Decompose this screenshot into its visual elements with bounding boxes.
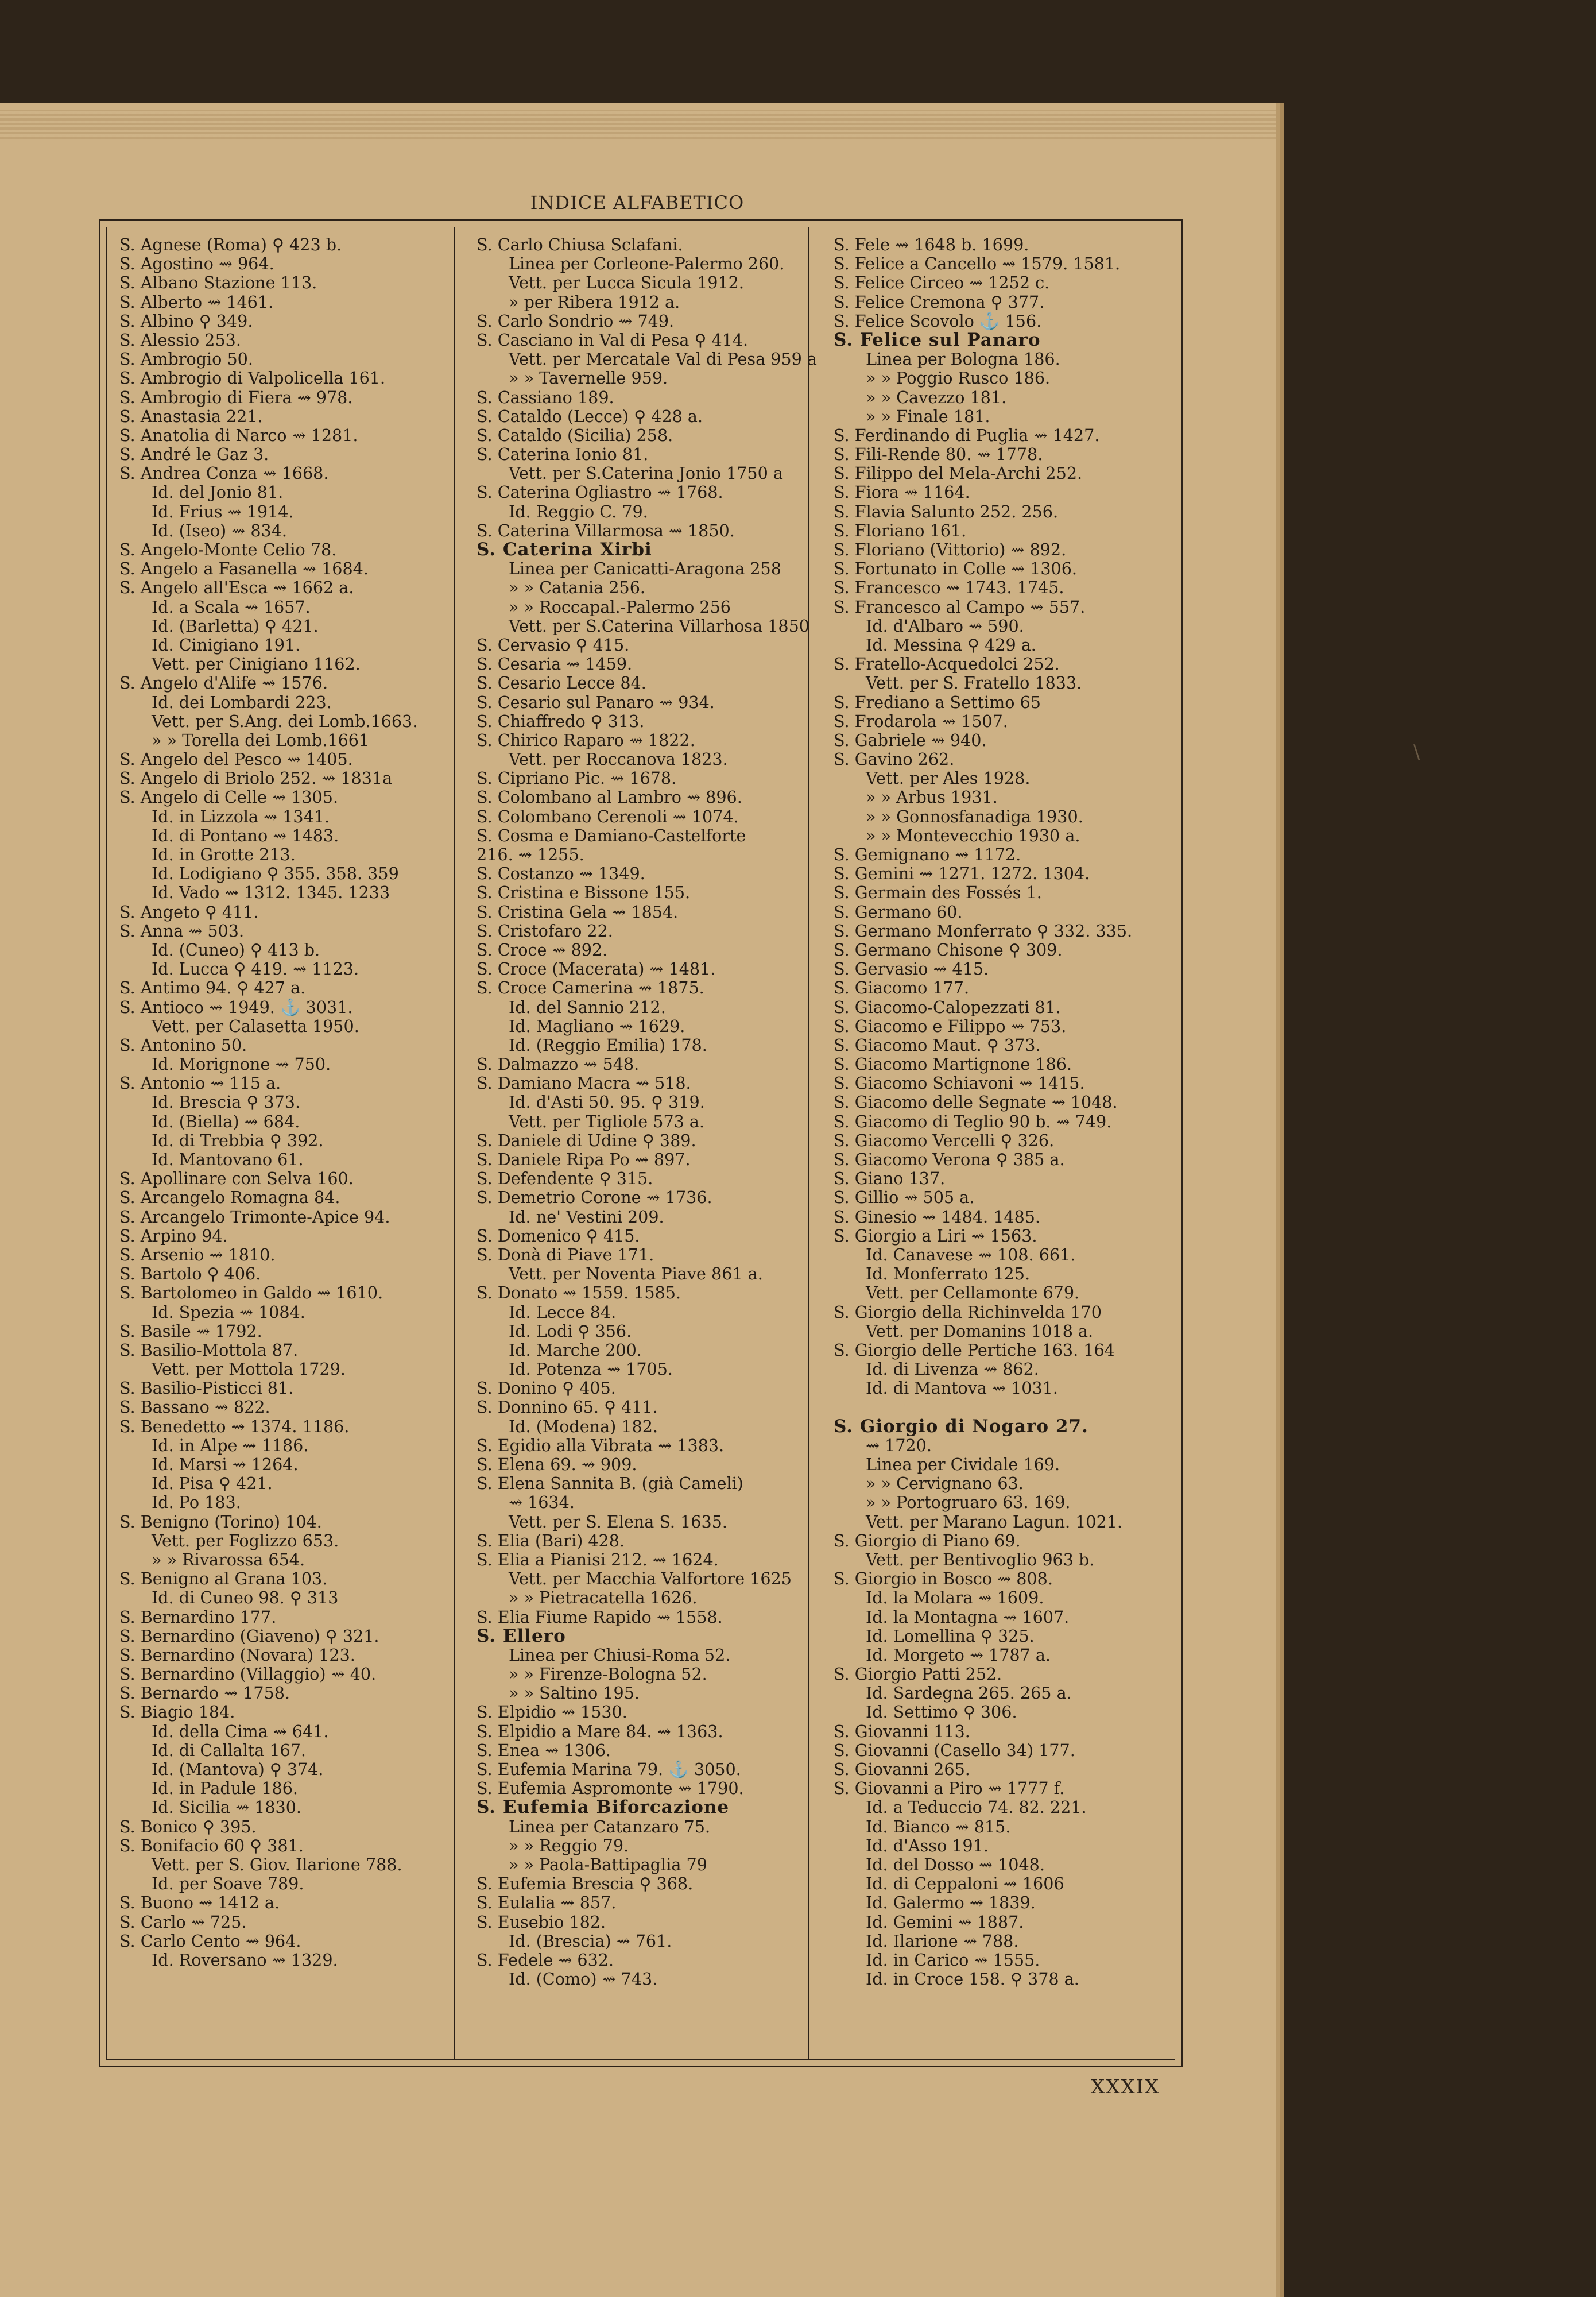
index-entry: Id. Marsi ⇝ 1264.: [152, 1455, 299, 1474]
index-entry: S. Francesco ⇝ 1743. 1745.: [834, 578, 1064, 598]
index-entry: S. Fele ⇝ 1648 b. 1699.: [834, 235, 1029, 254]
index-entry: S. Frediano a Settimo 65: [834, 693, 1041, 712]
index-entry: S. Giacomo Maut. ⚲ 373.: [834, 1035, 1041, 1055]
index-entry: S. Gervasio ⇝ 415.: [834, 960, 989, 979]
page-edge-shadow: [0, 110, 1276, 139]
index-entry: » » Torella dei Lomb.1661: [152, 730, 370, 750]
index-entry: Vett. per Ales 1928.: [866, 769, 1031, 788]
index-entry: S. Cristofaro 22.: [477, 921, 613, 941]
index-entry: S. Giacomo e Filippo ⇝ 753.: [834, 1016, 1067, 1036]
index-entry: Id. (Reggio Emilia) 178.: [509, 1035, 707, 1055]
index-entry: Id. d'Albaro ⇝ 590.: [866, 616, 1024, 636]
index-entry: Vett. per S.Caterina Jonio 1750 a: [509, 464, 783, 484]
index-entry: S. Angelo di Celle ⇝ 1305.: [119, 788, 339, 807]
index-entry: S. Benigno (Torino) 104.: [119, 1512, 322, 1532]
index-entry: S. Cipriano Pic. ⇝ 1678.: [477, 769, 677, 788]
index-entry: S. Cervasio ⚲ 415.: [477, 635, 630, 655]
index-entry: » » Montevecchio 1930 a.: [866, 826, 1080, 845]
index-entry: S. Alessio 253.: [119, 330, 241, 350]
index-entry: » » Reggio 79.: [509, 1836, 629, 1855]
index-entry: S. Giorgio a Liri ⇝ 1563.: [834, 1226, 1037, 1246]
index-entry: Id. la Montagna ⇝ 1607.: [866, 1607, 1070, 1627]
index-entry: S. Fiora ⇝ 1164.: [834, 483, 970, 502]
index-entry: S. Donà di Piave 171.: [477, 1245, 654, 1264]
index-entry: Id. (Biella) ⇝ 684.: [152, 1112, 300, 1131]
index-entry: S. Chiaffredo ⚲ 313.: [477, 711, 645, 731]
index-entry: S. Giovanni 113.: [834, 1722, 970, 1741]
index-entry: S. Felice Scovolo ⚓ 156.: [834, 311, 1042, 331]
index-entry: S. Bartolomeo in Galdo ⇝ 1610.: [119, 1283, 383, 1303]
index-entry: Id. del Jonio 81.: [152, 483, 284, 502]
index-entry: S. Floriano 161.: [834, 521, 967, 540]
index-entry: Vett. per Cellamonte 679.: [866, 1283, 1080, 1303]
index-entry: S. Basilio-Pisticci 81.: [119, 1379, 294, 1398]
page-running-head: INDICE ALFABETICO: [530, 192, 745, 214]
index-entry: Id. Lodi ⚲ 356.: [509, 1321, 632, 1341]
index-entry: S. Carlo Cento ⇝ 964.: [119, 1931, 301, 1951]
index-entry: S. Felice Cremona ⚲ 377.: [834, 292, 1045, 312]
index-entry: Id. Reggio C. 79.: [509, 502, 648, 521]
index-entry: S. Apollinare con Selva 160.: [119, 1169, 354, 1189]
index-entry: Id. Marche 200.: [509, 1340, 642, 1360]
index-entry: S. Elena Sannita B. (già Cameli): [477, 1474, 743, 1494]
index-entry: Id. (Modena) 182.: [509, 1417, 658, 1436]
index-entry: S. Donnino 65. ⚲ 411.: [477, 1398, 658, 1417]
index-entry: S. Giacomo Verona ⚲ 385 a.: [834, 1150, 1065, 1169]
index-entry: Id. (Iseo) ⇝ 834.: [152, 521, 287, 540]
index-entry: S. Antioco ⇝ 1949. ⚓ 3031.: [119, 997, 353, 1017]
index-entry: S. Carlo Chiusa Sclafani.: [477, 235, 683, 254]
index-entry: S. Antimo 94. ⚲ 427 a.: [119, 979, 306, 998]
index-entry: » » Finale 181.: [866, 407, 990, 426]
index-heading: S. Felice sul Panaro: [834, 330, 1041, 350]
index-entry: Id. Vado ⇝ 1312. 1345. 1233: [152, 883, 390, 903]
index-entry: S. Elena 69. ⇝ 909.: [477, 1455, 637, 1474]
index-entry: S. Angelo-Monte Celio 78.: [119, 540, 337, 559]
index-entry: S. Enea ⇝ 1306.: [477, 1741, 611, 1760]
stray-mark: \: [1413, 741, 1420, 764]
index-entry: Id. Bianco ⇝ 815.: [866, 1817, 1011, 1836]
index-entry: S. Donato ⇝ 1559. 1585.: [477, 1283, 681, 1303]
index-entry: S. Defendente ⚲ 315.: [477, 1169, 653, 1189]
index-entry: S. Giacomo Vercelli ⚲ 326.: [834, 1131, 1055, 1150]
index-entry: S. Eufemia Aspromonte ⇝ 1790.: [477, 1779, 744, 1799]
index-entry: S. Giorgio della Richinvelda 170: [834, 1302, 1102, 1322]
index-heading: S. Giorgio di Nogaro 27.: [834, 1417, 1088, 1436]
index-entry: S. Gavino 262.: [834, 750, 955, 769]
index-entry: S. Cosma e Damiano-Castelforte: [477, 826, 746, 845]
index-entry: Id. Pisa ⚲ 421.: [152, 1474, 273, 1494]
index-entry: Id. (Mantova) ⚲ 374.: [152, 1760, 324, 1779]
index-entry: S. Giacomo delle Segnate ⇝ 1048.: [834, 1093, 1118, 1112]
index-entry: S. Cesaria ⇝ 1459.: [477, 655, 633, 674]
index-entry: Id. della Cima ⇝ 641.: [152, 1722, 329, 1741]
index-entry: Id. in Padule 186.: [152, 1779, 298, 1799]
index-entry: S. Floriano (Vittorio) ⇝ 892.: [834, 540, 1067, 559]
index-entry: » » Cervignano 63.: [866, 1474, 1024, 1494]
index-entry: S. Fratello-Acquedolci 252.: [834, 655, 1060, 674]
index-entry: S. Giovanni a Piro ⇝ 1777 f.: [834, 1779, 1065, 1799]
index-entry: Vett. per S.Ang. dei Lomb.1663.: [152, 711, 418, 731]
index-entry: S. Antonino 50.: [119, 1035, 247, 1055]
index-entry: S. Donino ⚲ 405.: [477, 1379, 616, 1398]
index-entry: S. Giacomo 177.: [834, 979, 970, 998]
index-entry: S. Eusebio 182.: [477, 1912, 606, 1932]
index-entry: S. Cataldo (Sicilia) 258.: [477, 426, 673, 445]
index-entry: Linea per Chiusi-Roma 52.: [509, 1645, 731, 1665]
index-entry: Id. Cinigiano 191.: [152, 635, 301, 655]
index-entry: Vett. per S. Giov. Ilarione 788.: [152, 1855, 402, 1874]
index-entry: Id. d'Asso 191.: [866, 1836, 989, 1855]
index-heading: S. Eufemia Biforcazione: [477, 1798, 730, 1818]
index-entry: Vett. per S. Elena S. 1635.: [509, 1512, 727, 1532]
index-entry: Vett. per Roccanova 1823.: [509, 750, 728, 769]
index-entry: Vett. per S.Caterina Villarhosa 1850: [509, 616, 809, 636]
index-entry: » » Cavezzo 181.: [866, 388, 1007, 407]
index-entry: Linea per Bologna 186.: [866, 350, 1060, 369]
index-entry: S. Giovanni 265.: [834, 1760, 970, 1779]
index-entry: S. Ambrogio di Fiera ⇝ 978.: [119, 388, 353, 407]
index-entry: Id. Spezia ⇝ 1084.: [152, 1302, 305, 1322]
index-entry: » » Firenze-Bologna 52.: [509, 1665, 707, 1684]
index-entry: S. Angelo di Briolo 252. ⇝ 1831a: [119, 769, 393, 788]
index-entry: S. Carlo ⇝ 725.: [119, 1912, 247, 1932]
index-entry: S. Bonico ⚲ 395.: [119, 1817, 257, 1836]
index-entry: Id. la Molara ⇝ 1609.: [866, 1588, 1044, 1608]
index-heading: S. Ellero: [477, 1626, 566, 1646]
index-entry: 216. ⇝ 1255.: [477, 845, 584, 864]
index-entry: » » Paola-Battipaglia 79: [509, 1855, 707, 1874]
index-entry: S. Croce ⇝ 892.: [477, 940, 608, 960]
index-entry: S. Gemini ⇝ 1271. 1272. 1304.: [834, 864, 1090, 884]
index-entry: Vett. per S. Fratello 1833.: [866, 674, 1082, 693]
index-entry: S. Elpidio a Mare 84. ⇝ 1363.: [477, 1722, 723, 1741]
index-entry: S. Cassiano 189.: [477, 388, 614, 407]
index-entry: S. Casciano in Val di Pesa ⚲ 414.: [477, 330, 749, 350]
index-entry: S. Francesco al Campo ⇝ 557.: [834, 597, 1086, 617]
index-entry: Id. a Scala ⇝ 1657.: [152, 597, 311, 617]
index-column-3: [834, 235, 1132, 1989]
index-entry: S. Giacomo Schiavoni ⇝ 1415.: [834, 1074, 1085, 1093]
index-entry: Id. di Cuneo 98. ⚲ 313: [152, 1588, 339, 1608]
index-entry: S. Elpidio ⇝ 1530.: [477, 1703, 627, 1722]
index-column-1: [119, 235, 417, 1970]
index-entry: Vett. per Lucca Sicula 1912.: [509, 273, 744, 293]
index-entry: » » Roccapal.-Palermo 256: [509, 597, 731, 617]
index-entry: S. Daniele Ripa Po ⇝ 897.: [477, 1150, 691, 1169]
index-entry: Id. Monferrato 125.: [866, 1264, 1031, 1284]
index-entry: Id. Brescia ⚲ 373.: [152, 1093, 301, 1112]
index-entry: S. Caterina Villarmosa ⇝ 1850.: [477, 521, 735, 540]
index-entry: Id. per Soave 789.: [152, 1874, 304, 1894]
index-entry: Id. Lomellina ⚲ 325.: [866, 1626, 1035, 1646]
index-entry: Id. in Grotte 213.: [152, 845, 296, 864]
index-entry: S. Colombano al Lambro ⇝ 896.: [477, 788, 742, 807]
index-entry: S. Eufemia Brescia ⚲ 368.: [477, 1874, 694, 1894]
index-entry: S. Anastasia 221.: [119, 407, 263, 426]
index-entry: S. Croce (Macerata) ⇝ 1481.: [477, 960, 716, 979]
index-entry: S. Filippo del Mela-Archi 252.: [834, 464, 1083, 484]
index-entry: Id. Frius ⇝ 1914.: [152, 502, 294, 521]
index-entry: S. Gabriele ⇝ 940.: [834, 730, 987, 750]
index-entry: S. Buono ⇝ 1412 a.: [119, 1893, 280, 1913]
index-entry: S. Domenico ⚲ 415.: [477, 1226, 640, 1246]
index-entry: S. Cataldo (Lecce) ⚲ 428 a.: [477, 407, 703, 426]
index-entry: » » Poggio Rusco 186.: [866, 369, 1051, 388]
index-entry: Id. dei Lombardi 223.: [152, 693, 332, 712]
index-entry: S. Giovanni (Casello 34) 177.: [834, 1741, 1075, 1760]
index-entry: S. Antonio ⇝ 115 a.: [119, 1074, 281, 1093]
index-entry: S. Bernardo ⇝ 1758.: [119, 1684, 290, 1703]
index-entry: S. Bernardino 177.: [119, 1607, 277, 1627]
index-entry: Id. Potenza ⇝ 1705.: [509, 1360, 673, 1379]
index-entry: Id. di Mantova ⇝ 1031.: [866, 1379, 1058, 1398]
index-entry: S. Ambrogio 50.: [119, 350, 253, 369]
index-entry: S. Chirico Raparo ⇝ 1822.: [477, 730, 695, 750]
index-entry: Id. (Brescia) ⇝ 761.: [509, 1931, 672, 1951]
index-entry: Id. Lodigiano ⚲ 355. 358. 359: [152, 864, 399, 884]
index-entry: Id. Roversano ⇝ 1329.: [152, 1950, 338, 1970]
index-entry: S. Giano 137.: [834, 1169, 946, 1189]
index-entry: » » Portogruaro 63. 169.: [866, 1493, 1071, 1513]
index-entry: » » Pietracatella 1626.: [509, 1588, 698, 1608]
index-entry: Id. del Sannio 212.: [509, 997, 666, 1017]
index-entry: S. Albino ⚲ 349.: [119, 311, 253, 331]
index-entry: S. Fortunato in Colle ⇝ 1306.: [834, 559, 1078, 579]
index-entry: Id. Lucca ⚲ 419. ⇝ 1123.: [152, 960, 359, 979]
index-entry: Linea per Canicatti-Aragona 258: [509, 559, 781, 579]
index-entry: S. Elia (Bari) 428.: [477, 1531, 625, 1550]
index-entry: S. Cristina e Bissone 155.: [477, 883, 691, 903]
index-entry: Id. (Como) ⇝ 743.: [509, 1970, 658, 1989]
index-entry: Id. di Trebbia ⚲ 392.: [152, 1131, 324, 1150]
index-entry: S. Costanzo ⇝ 1349.: [477, 864, 645, 884]
index-entry: S. Germano Chisone ⚲ 309.: [834, 940, 1063, 960]
index-entry: Id. Sardegna 265. 265 a.: [866, 1684, 1072, 1703]
index-entry: Linea per Corleone-Palermo 260.: [509, 254, 785, 274]
index-entry: S. Bernardino (Villaggio) ⇝ 40.: [119, 1665, 377, 1684]
index-entry: S. Biagio 184.: [119, 1703, 235, 1722]
index-entry: Id. Sicilia ⇝ 1830.: [152, 1798, 302, 1818]
index-entry: S. Giacomo Martignone 186.: [834, 1055, 1072, 1074]
index-entry: Id. (Cuneo) ⚲ 413 b.: [152, 940, 320, 960]
index-entry: S. Giacomo-Calopezzati 81.: [834, 997, 1061, 1017]
index-entry: S. Angeto ⚲ 411.: [119, 902, 259, 922]
index-entry: S. Agostino ⇝ 964.: [119, 254, 274, 274]
index-entry: Id. d'Asti 50. 95. ⚲ 319.: [509, 1093, 705, 1112]
index-entry: S. Arcangelo Romagna 84.: [119, 1188, 340, 1208]
index-entry: » » Arbus 1931.: [866, 788, 998, 807]
index-entry: Linea per Cividale 169.: [866, 1455, 1060, 1474]
index-entry: S. Felice Circeo ⇝ 1252 c.: [834, 273, 1050, 293]
index-entry: S. Frodarola ⇝ 1507.: [834, 711, 1008, 731]
index-entry: Vett. per Macchia Valfortore 1625: [509, 1569, 792, 1589]
index-entry: Id. Ilarione ⇝ 788.: [866, 1931, 1019, 1951]
index-entry: Id. di Ceppaloni ⇝ 1606: [866, 1874, 1064, 1894]
index-entry: Vett. per Foglizzo 653.: [152, 1531, 339, 1550]
index-entry: Vett. per Cinigiano 1162.: [152, 655, 361, 674]
index-entry: Id. di Pontano ⇝ 1483.: [152, 826, 339, 845]
index-entry: Vett. per Bentivoglio 963 b.: [866, 1550, 1095, 1569]
index-entry: S. Basilio-Mottola 87.: [119, 1340, 299, 1360]
index-entry: S. André le Gaz 3.: [119, 445, 269, 465]
index-entry: Id. ne' Vestini 209.: [509, 1207, 664, 1227]
index-entry: S. Arcangelo Trimonte-Apice 94.: [119, 1207, 390, 1227]
index-entry: S. Felice a Cancello ⇝ 1579. 1581.: [834, 254, 1121, 274]
index-entry: Id. Po 183.: [152, 1493, 241, 1513]
index-entry: S. Bassano ⇝ 822.: [119, 1398, 270, 1417]
index-entry: S. Eufemia Marina 79. ⚓ 3050.: [477, 1760, 741, 1779]
index-entry: S. Angelo del Pesco ⇝ 1405.: [119, 750, 353, 769]
index-entry: S. Benigno al Grana 103.: [119, 1569, 328, 1589]
index-entry: S. Eulalia ⇝ 857.: [477, 1893, 617, 1913]
index-entry: Id. Gemini ⇝ 1887.: [866, 1912, 1024, 1932]
index-entry: Vett. per Tigliole 573 a.: [509, 1112, 705, 1131]
index-entry: Id. a Teduccio 74. 82. 221.: [866, 1798, 1087, 1818]
index-entry: S. Germain des Fossés 1.: [834, 883, 1042, 903]
index-entry: S. Dalmazzo ⇝ 548.: [477, 1055, 640, 1074]
index-entry: S. Arpino 94.: [119, 1226, 228, 1246]
index-entry: S. Ferdinando di Puglia ⇝ 1427.: [834, 426, 1100, 445]
index-entry: Id. Canavese ⇝ 108. 661.: [866, 1245, 1076, 1264]
index-entry: Linea per Catanzaro 75.: [509, 1817, 711, 1836]
index-entry: S. Damiano Macra ⇝ 518.: [477, 1074, 691, 1093]
index-entry: Id. Magliano ⇝ 1629.: [509, 1016, 685, 1036]
index-entry: S. Giorgio delle Pertiche 163. 164: [834, 1340, 1115, 1360]
index-entry: Vett. per Calasetta 1950.: [152, 1016, 359, 1036]
index-entry: » » Tavernelle 959.: [509, 369, 668, 388]
index-entry: Vett. per Noventa Piave 861 a.: [509, 1264, 763, 1284]
index-entry: » » Catania 256.: [509, 578, 645, 598]
index-entry: S. Gillio ⇝ 505 a.: [834, 1188, 975, 1208]
index-entry: S. Andrea Conza ⇝ 1668.: [119, 464, 329, 484]
index-entry: S. Flavia Salunto 252. 256.: [834, 502, 1059, 521]
column-divider: [454, 227, 455, 2059]
index-entry: Vett. per Domanins 1018 a.: [866, 1321, 1094, 1341]
index-entry: S. Gemignano ⇝ 1172.: [834, 845, 1021, 864]
index-entry: S. Fili-Rende 80. ⇝ 1778.: [834, 445, 1043, 465]
index-entry: Id. del Dosso ⇝ 1048.: [866, 1855, 1045, 1874]
index-entry: S. Agnese (Roma) ⚲ 423 b.: [119, 235, 342, 254]
index-entry: S. Croce Camerina ⇝ 1875.: [477, 979, 704, 998]
index-entry: S. Demetrio Corone ⇝ 1736.: [477, 1188, 712, 1208]
index-entry: S. Carlo Sondrio ⇝ 749.: [477, 311, 675, 331]
index-entry: S. Angelo all'Esca ⇝ 1662 a.: [119, 578, 354, 598]
index-entry: S. Bernardino (Giaveno) ⚲ 321.: [119, 1626, 379, 1646]
index-entry: S. Benedetto ⇝ 1374. 1186.: [119, 1417, 350, 1436]
index-heading: S. Caterina Xirbi: [477, 540, 652, 560]
index-entry: Id. Morignone ⇝ 750.: [152, 1055, 331, 1074]
index-entry: S. Albano Stazione 113.: [119, 273, 317, 293]
index-entry: S. Fedele ⇝ 632.: [477, 1950, 614, 1970]
index-entry: S. Colombano Cerenoli ⇝ 1074.: [477, 807, 739, 826]
index-entry: ⇝ 1720.: [866, 1436, 932, 1455]
index-entry: » per Ribera 1912 a.: [509, 292, 680, 312]
index-entry: Id. Messina ⚲ 429 a.: [866, 635, 1036, 655]
index-entry: S. Caterina Ogliastro ⇝ 1768.: [477, 483, 723, 502]
index-entry: S. Anatolia di Narco ⇝ 1281.: [119, 426, 358, 445]
index-entry: » » Saltino 195.: [509, 1684, 640, 1703]
index-entry: S. Angelo d'Alife ⇝ 1576.: [119, 674, 328, 693]
index-entry: S. Daniele di Udine ⚲ 389.: [477, 1131, 696, 1150]
index-entry: S. Cristina Gela ⇝ 1854.: [477, 902, 679, 922]
index-entry: S. Giorgio di Piano 69.: [834, 1531, 1021, 1550]
index-entry: S. Germano Monferrato ⚲ 332. 335.: [834, 921, 1133, 941]
index-entry: Id. Morgeto ⇝ 1787 a.: [866, 1645, 1051, 1665]
index-entry: ⇝ 1634.: [509, 1493, 575, 1513]
index-entry: Id. Mantovano 61.: [152, 1150, 304, 1169]
index-entry: Vett. per Mottola 1729.: [152, 1360, 346, 1379]
index-entry: Id. di Callalta 167.: [152, 1741, 307, 1760]
index-entry: S. Bernardino (Novara) 123.: [119, 1645, 355, 1665]
index-entry: S. Egidio alla Vibrata ⇝ 1383.: [477, 1436, 725, 1455]
index-column-2: [477, 235, 817, 1989]
index-entry: S. Arsenio ⇝ 1810.: [119, 1245, 276, 1264]
index-entry: Id. in Carico ⇝ 1555.: [866, 1950, 1040, 1970]
index-entry: S. Germano 60.: [834, 902, 963, 922]
index-entry: S. Giorgio in Bosco ⇝ 808.: [834, 1569, 1053, 1589]
index-entry: Id. di Livenza ⇝ 862.: [866, 1360, 1039, 1379]
index-entry: S. Giorgio Patti 252.: [834, 1665, 1002, 1684]
index-entry: Id. Lecce 84.: [509, 1302, 617, 1322]
index-entry: Id. (Barletta) ⚲ 421.: [152, 616, 319, 636]
index-entry: S. Ginesio ⇝ 1484. 1485.: [834, 1207, 1041, 1227]
index-entry: Id. in Croce 158. ⚲ 378 a.: [866, 1970, 1079, 1989]
index-entry: S. Angelo a Fasanella ⇝ 1684.: [119, 559, 369, 579]
index-entry: S. Cesario Lecce 84.: [477, 674, 646, 693]
index-entry: Id. Settimo ⚲ 306.: [866, 1703, 1017, 1722]
index-entry: S. Elia a Pianisi 212. ⇝ 1624.: [477, 1550, 719, 1569]
index-entry: » » Gonnosfanadiga 1930.: [866, 807, 1083, 826]
index-entry: Vett. per Marano Lagun. 1021.: [866, 1512, 1123, 1532]
index-entry: S. Caterina Ionio 81.: [477, 445, 649, 465]
index-entry: [834, 1398, 1132, 1417]
index-entry: Id. Galermo ⇝ 1839.: [866, 1893, 1036, 1913]
index-entry: Vett. per Mercatale Val di Pesa 959 a: [509, 350, 817, 369]
index-entry: Id. in Alpe ⇝ 1186.: [152, 1436, 309, 1455]
index-entry: S. Anna ⇝ 503.: [119, 921, 245, 941]
index-entry: Id. in Lizzola ⇝ 1341.: [152, 807, 330, 826]
index-entry: S. Elia Fiume Rapido ⇝ 1558.: [477, 1607, 723, 1627]
index-entry: S. Alberto ⇝ 1461.: [119, 292, 274, 312]
index-entry: S. Giacomo di Teglio 90 b. ⇝ 749.: [834, 1112, 1112, 1131]
index-entry: S. Cesario sul Panaro ⇝ 934.: [477, 693, 715, 712]
index-entry: S. Basile ⇝ 1792.: [119, 1321, 262, 1341]
index-entry: S. Bartolo ⚲ 406.: [119, 1264, 261, 1284]
index-entry: S. Ambrogio di Valpolicella 161.: [119, 369, 386, 388]
index-entry: S. Bonifacio 60 ⚲ 381.: [119, 1836, 304, 1855]
index-entry: » » Rivarossa 654.: [152, 1550, 305, 1569]
page-number: XXXIX: [1091, 2075, 1160, 2098]
